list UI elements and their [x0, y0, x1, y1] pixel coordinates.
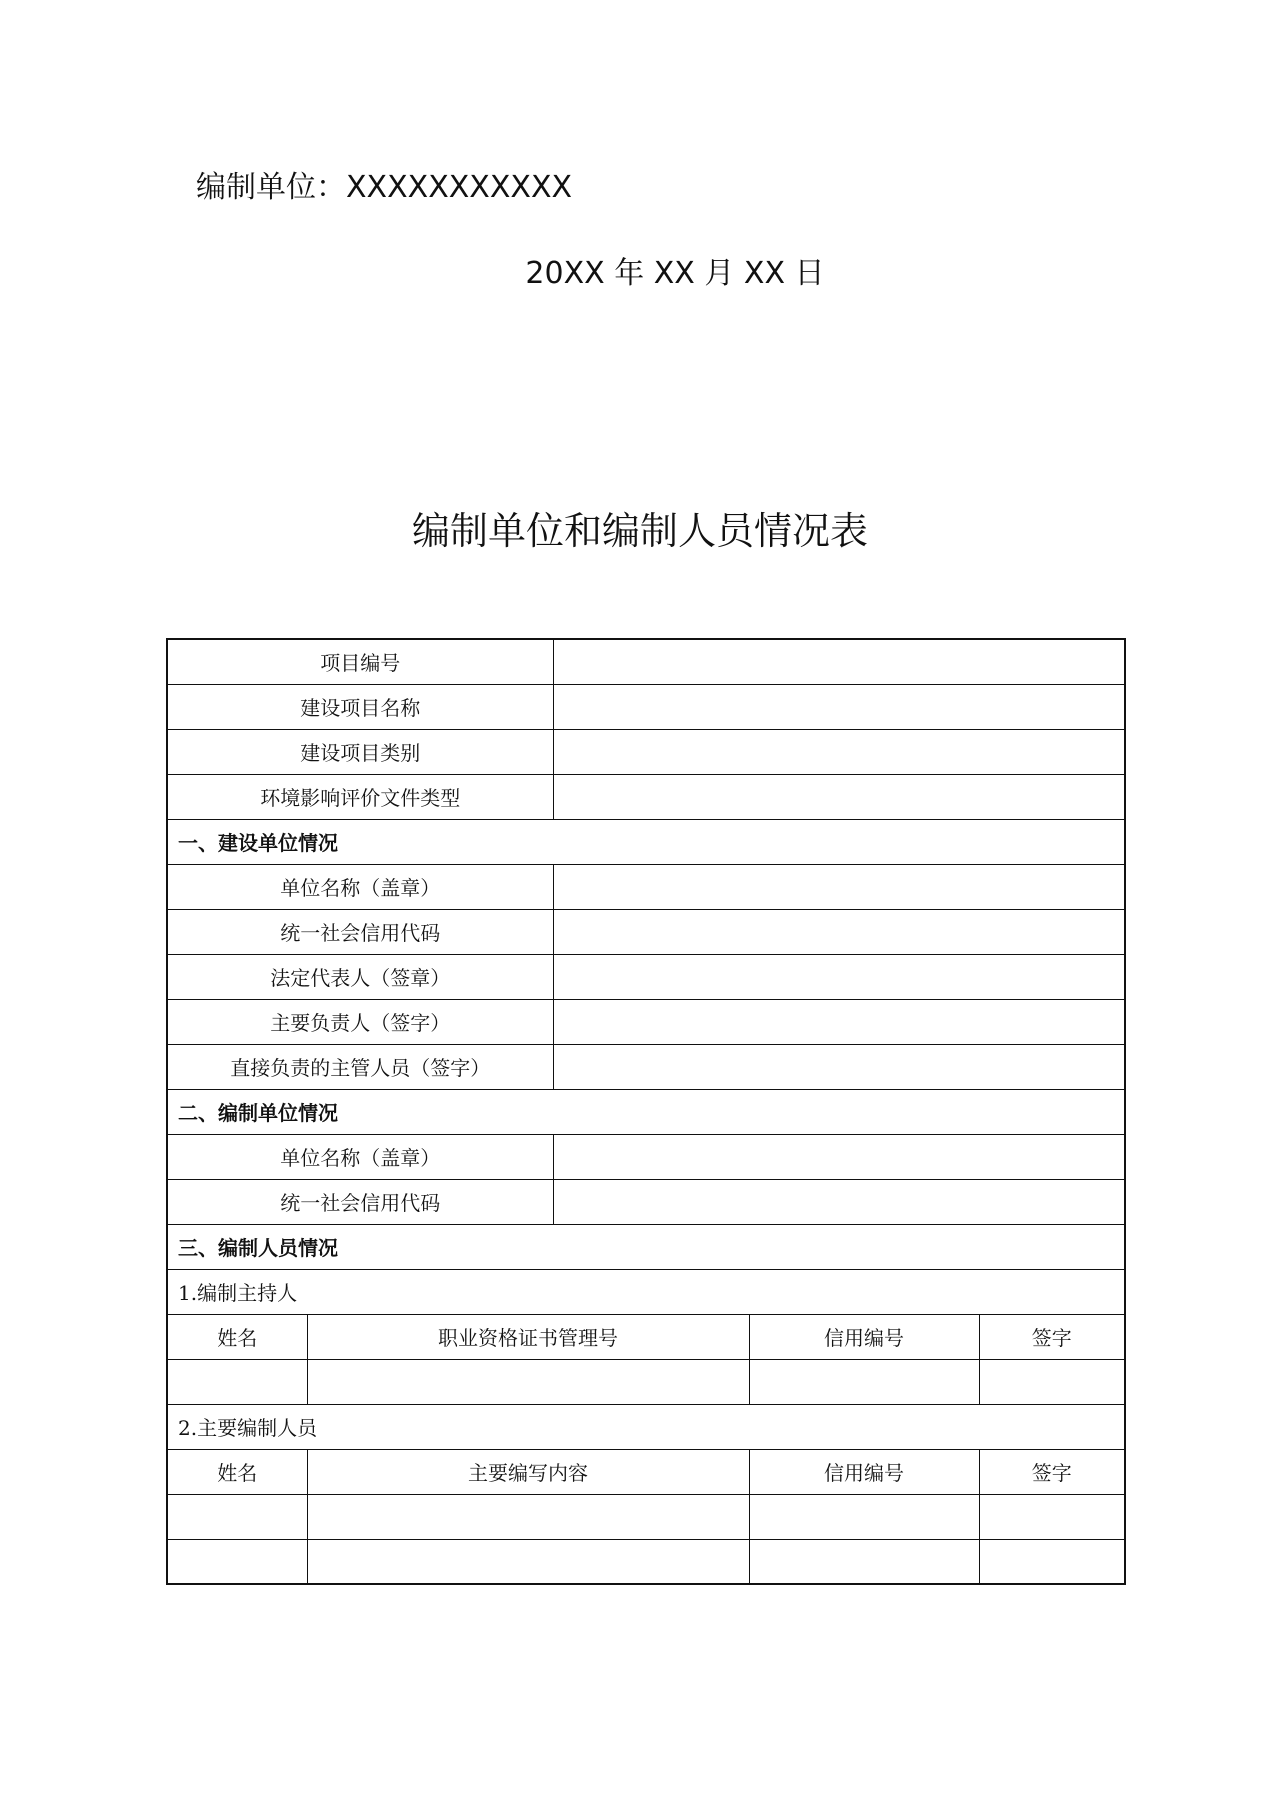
table-row: [167, 1539, 1125, 1584]
main-content-field[interactable]: [307, 1539, 749, 1584]
legal-representative-label: 法定代表人（签章）: [167, 954, 553, 999]
document-date: 20XX 年 XX 月 XX 日: [525, 256, 825, 291]
main-signature-field[interactable]: [979, 1494, 1125, 1539]
project-number-field[interactable]: [553, 639, 1125, 684]
table-row: [167, 1494, 1125, 1539]
main-name-field[interactable]: [167, 1539, 307, 1584]
table-row: [167, 1044, 1125, 1089]
main-name-header: 姓名: [167, 1449, 307, 1494]
table-row: [167, 1314, 1125, 1359]
page-title: 编制单位和编制人员情况表: [411, 509, 868, 553]
construction-unit-name-label: 单位名称（盖章）: [167, 864, 553, 909]
table-row: [167, 864, 1125, 909]
principal-field[interactable]: [553, 999, 1125, 1044]
main-content-header: 主要编写内容: [307, 1449, 749, 1494]
main-credit-number-field[interactable]: [749, 1539, 979, 1584]
compiling-unit-name-label: 单位名称（盖章）: [167, 1134, 553, 1179]
host-name-header: 姓名: [167, 1314, 307, 1359]
personnel-info-table: [166, 638, 1126, 1585]
main-signature-field[interactable]: [979, 1539, 1125, 1584]
table-row: [167, 774, 1125, 819]
host-certificate-header: 职业资格证书管理号: [307, 1314, 749, 1359]
table-row: [167, 954, 1125, 999]
main-name-field[interactable]: [167, 1494, 307, 1539]
table-row: [167, 729, 1125, 774]
table-row: [167, 1089, 1125, 1134]
supervisor-field[interactable]: [553, 1044, 1125, 1089]
construction-unit-heading: 一、建设单位情况: [167, 819, 1125, 864]
host-subheading: 1.编制主持人: [167, 1269, 1125, 1314]
construction-unit-name-field[interactable]: [553, 864, 1125, 909]
host-credit-number-field[interactable]: [749, 1359, 979, 1404]
main-credit-number-field[interactable]: [749, 1494, 979, 1539]
table-row: [167, 1179, 1125, 1224]
personnel-heading: 三、编制人员情况: [167, 1224, 1125, 1269]
project-name-field[interactable]: [553, 684, 1125, 729]
table-row: [167, 1404, 1125, 1449]
legal-representative-field[interactable]: [553, 954, 1125, 999]
project-category-label: 建设项目类别: [167, 729, 553, 774]
table-row: [167, 1359, 1125, 1404]
compiling-unit-credit-code-label: 统一社会信用代码: [167, 1179, 553, 1224]
host-signature-header: 签字: [979, 1314, 1125, 1359]
table-row: [167, 999, 1125, 1044]
supervisor-label: 直接负责的主管人员（签字）: [167, 1044, 553, 1089]
table-row: [167, 684, 1125, 729]
eia-document-type-field[interactable]: [553, 774, 1125, 819]
project-name-label: 建设项目名称: [167, 684, 553, 729]
project-number-label: 项目编号: [167, 639, 553, 684]
table-row: [167, 1449, 1125, 1494]
host-certificate-field[interactable]: [307, 1359, 749, 1404]
main-staff-subheading: 2.主要编制人员: [167, 1404, 1125, 1449]
compiling-unit-heading: 二、编制单位情况: [167, 1089, 1125, 1134]
principal-label: 主要负责人（签字）: [167, 999, 553, 1044]
host-signature-field[interactable]: [979, 1359, 1125, 1404]
construction-unit-credit-code-label: 统一社会信用代码: [167, 909, 553, 954]
table-row: [167, 1269, 1125, 1314]
table-row: [167, 909, 1125, 954]
main-signature-header: 签字: [979, 1449, 1125, 1494]
construction-unit-credit-code-field[interactable]: [553, 909, 1125, 954]
host-credit-number-header: 信用编号: [749, 1314, 979, 1359]
main-content-field[interactable]: [307, 1494, 749, 1539]
main-credit-number-header: 信用编号: [749, 1449, 979, 1494]
table-row: [167, 1224, 1125, 1269]
host-name-field[interactable]: [167, 1359, 307, 1404]
project-category-field[interactable]: [553, 729, 1125, 774]
table-row: [167, 639, 1125, 684]
eia-document-type-label: 环境影响评价文件类型: [167, 774, 553, 819]
compiling-unit-line: 编制单位：XXXXXXXXXXX: [196, 170, 573, 205]
compiling-unit-name-field[interactable]: [553, 1134, 1125, 1179]
table-row: [167, 819, 1125, 864]
table-row: [167, 1134, 1125, 1179]
compiling-unit-credit-code-field[interactable]: [553, 1179, 1125, 1224]
